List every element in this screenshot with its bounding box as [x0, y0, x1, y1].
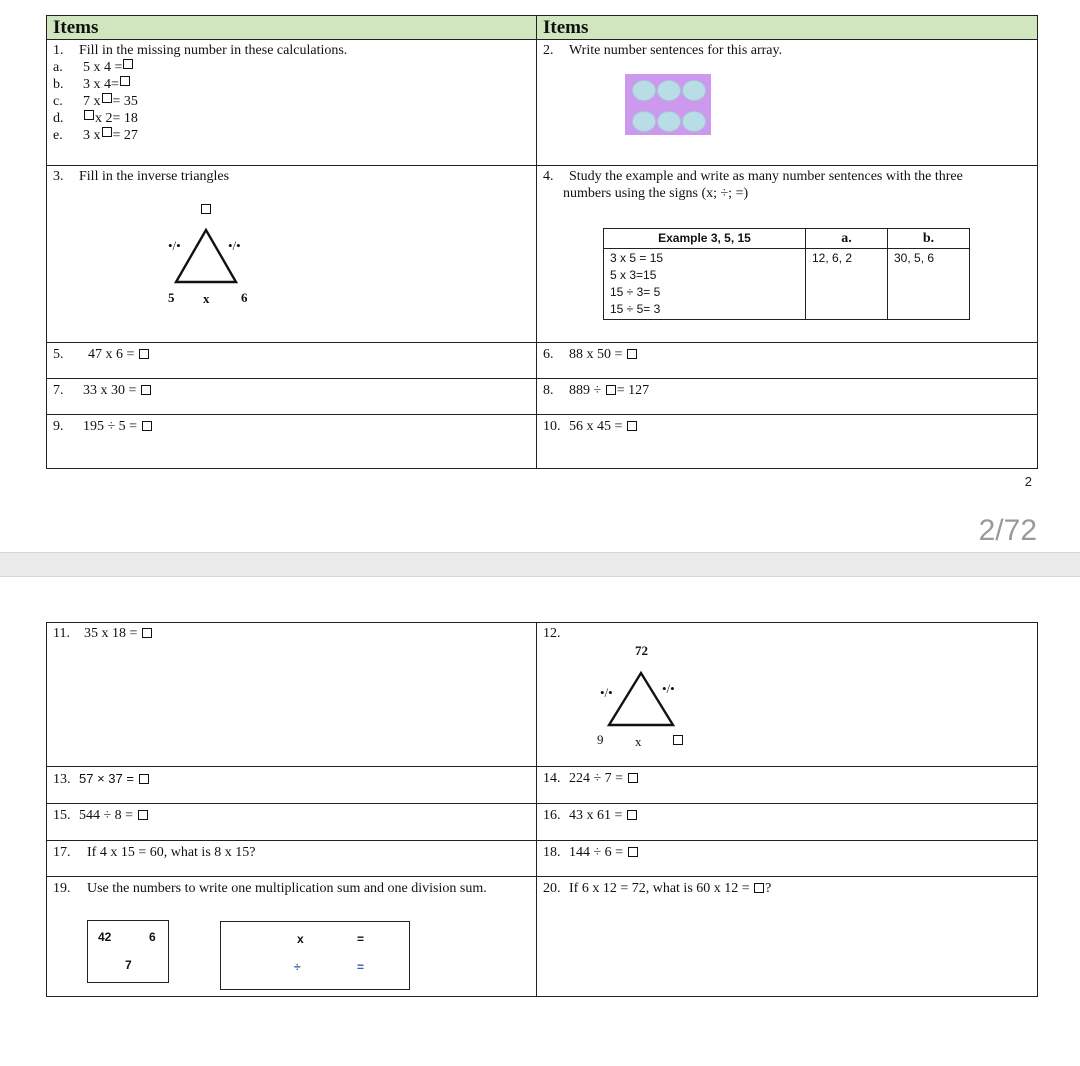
- number-6: 6: [149, 930, 156, 944]
- answer-box[interactable]: [627, 349, 637, 359]
- triangle-right-number: 6: [241, 290, 248, 305]
- item-text: Fill in the inverse triangles: [79, 169, 230, 184]
- page-separator: [0, 552, 1080, 577]
- column-b-header: b.: [888, 229, 970, 249]
- answer-box[interactable]: [628, 773, 638, 783]
- item-18: 18. 144 ÷ 6 =: [537, 841, 1038, 877]
- item-text: Fill in the missing number in these calculations.: [79, 43, 348, 58]
- subitem-b: b. 3 x 4=: [53, 76, 530, 93]
- example-sentences: 3 x 5 = 15 5 x 3=15 15 ÷ 3= 5 15 ÷ 5= 3: [604, 249, 806, 320]
- triangle-right-sign: •/•: [228, 238, 241, 253]
- answer-box[interactable]: [139, 774, 149, 784]
- number-7: 7: [125, 958, 132, 972]
- column-a-numbers[interactable]: 12, 6, 2: [806, 249, 888, 320]
- inverse-triangle: [170, 224, 250, 286]
- subitem-a: a. 5 x 4 =: [53, 59, 530, 76]
- equals-sign: =: [357, 960, 365, 974]
- numbers-box: [87, 920, 169, 983]
- answer-box[interactable]: [141, 385, 151, 395]
- answer-box[interactable]: [102, 93, 112, 103]
- answer-box[interactable]: [123, 59, 133, 69]
- answer-box[interactable]: [142, 421, 152, 431]
- item-16: 16. 43 x 61 =: [537, 804, 1038, 841]
- item-15: 15. 544 ÷ 8 =: [47, 804, 537, 841]
- divide-sign: ÷: [294, 960, 301, 974]
- multiply-sign: x: [297, 932, 304, 946]
- item-10: 10. 56 x 45 =: [537, 415, 1038, 469]
- header-items-left: Items: [47, 16, 537, 40]
- triangle-operator: x: [635, 734, 642, 749]
- item-13: 13. 57 × 37 =: [47, 767, 537, 804]
- answer-box[interactable]: [606, 385, 616, 395]
- answer-box[interactable]: [138, 810, 148, 820]
- subitem-c: c. 7 x = 35: [53, 94, 138, 109]
- item-7: 7. 33 x 30 =: [47, 379, 537, 415]
- item-number: 2.: [543, 43, 554, 58]
- item-number: 4.: [543, 169, 554, 184]
- equals-sign: =: [357, 932, 365, 946]
- answer-box[interactable]: [139, 349, 149, 359]
- triangle-right-sign: •/•: [662, 681, 675, 696]
- item-12: 12.: [537, 623, 1038, 767]
- item-text: Study the example and write as many number sentences with the three: [569, 169, 963, 184]
- item-20: 20. If 6 x 12 = 72, what is 60 x 12 = ?: [537, 877, 1038, 997]
- answer-box-sums[interactable]: [220, 921, 410, 990]
- worksheet-page-2: [0, 577, 1080, 1066]
- item-text: Write number sentences for this array.: [569, 43, 783, 58]
- answer-box[interactable]: [628, 847, 638, 857]
- item-11: 11. 35 x 18 =: [47, 623, 537, 767]
- item-14: 14. 224 ÷ 7 =: [537, 767, 1038, 804]
- item-8: 8. 889 ÷ = 127: [537, 379, 1038, 415]
- number-42: 42: [98, 930, 112, 944]
- item-19: 19. Use the numbers to write one multiplication sum and one division sum.: [47, 877, 537, 997]
- header-items-right: Items: [537, 16, 1038, 40]
- answer-box[interactable]: [627, 810, 637, 820]
- answer-box[interactable]: [627, 421, 637, 431]
- page-counter: 2/72: [978, 514, 1037, 547]
- page-number: 2: [1024, 474, 1032, 489]
- column-a-header: a.: [806, 229, 888, 249]
- item-number: 3.: [53, 169, 64, 184]
- item-3: [47, 166, 537, 343]
- answer-box[interactable]: [120, 76, 130, 86]
- answer-box[interactable]: [142, 628, 152, 638]
- triangle-top-box[interactable]: [201, 204, 211, 214]
- triangle-operator: x: [203, 291, 210, 306]
- example-header: Example 3, 5, 15: [604, 229, 806, 249]
- item-number: 1.: [53, 43, 64, 58]
- item-9: 9. 195 ÷ 5 =: [47, 415, 537, 469]
- subitem-e: e. 3 x = 27: [53, 128, 138, 143]
- item-6: 6. 88 x 50 =: [537, 343, 1038, 379]
- triangle-top-number: 72: [635, 643, 648, 658]
- item-1: [47, 40, 537, 166]
- answer-box[interactable]: [102, 127, 112, 137]
- subitem-d: d. x 2= 18: [53, 111, 138, 126]
- triangle-left-number: 5: [168, 290, 175, 305]
- answer-box[interactable]: [84, 110, 94, 120]
- item-text-cont: numbers using the signs (x; ÷; =): [563, 186, 749, 201]
- items-table-page-2: [46, 622, 1038, 997]
- column-b-numbers[interactable]: 30, 5, 6: [888, 249, 970, 320]
- triangle-answer-box[interactable]: [673, 735, 683, 745]
- triangle-left-number: 9: [597, 732, 604, 747]
- answer-box[interactable]: [754, 883, 764, 893]
- item-5: 5. 47 x 6 =: [47, 343, 537, 379]
- triangle-left-sign: •/•: [168, 238, 181, 253]
- triangle-left-sign: •/•: [600, 685, 613, 700]
- item-2: [537, 40, 1038, 166]
- inverse-triangle: [604, 667, 680, 729]
- example-table: [603, 228, 970, 320]
- item-17: 17. If 4 x 15 = 60, what is 8 x 15?: [47, 841, 537, 877]
- dot-array-picture: [625, 74, 711, 135]
